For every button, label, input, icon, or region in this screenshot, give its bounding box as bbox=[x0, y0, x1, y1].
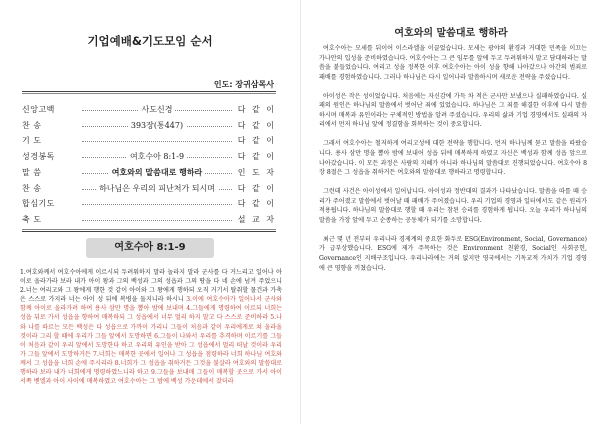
order-item-content bbox=[82, 183, 232, 194]
order-item-performer: 다 같 이 bbox=[237, 136, 276, 146]
order-item-label: 찬 송 bbox=[22, 120, 42, 130]
sermon-paragraph: 그런데 사건은 아이성에서 일어납니다. 아이성과 정반대의 결과가 나타났습니다. 말씀을 따를 때 승리가 주어졌고 말씀에서 벗어날 때 패배가 주어졌습니다. 우리 기업의 경영과 일터에서도 같은 원리가 적용됩니다. 하나님의 말씀대로 행할 때 우리는 참된 승리를 경험하게 됩니다. 오늘 우리가 하나님의 말씀을 가장 앞에 두고 순종하는 공동체가 되기를 소망합니다. bbox=[319, 188, 587, 224]
order-item-content-text: 사도신경 bbox=[139, 105, 176, 114]
order-item-content bbox=[82, 120, 232, 131]
order-item-content-text: 하나님은 우리의 피난처가 되시며 bbox=[96, 184, 218, 193]
order-item bbox=[22, 120, 276, 134]
order-item-performer: 인 도 자 bbox=[237, 167, 276, 177]
top-rule-thin bbox=[22, 93, 276, 94]
order-item-content-text: 여호와의 말씀대로 행하라 bbox=[109, 168, 206, 177]
scripture-heading: 여호수아 8:1-9 bbox=[86, 238, 214, 258]
order-item-label: 합심기도 bbox=[22, 199, 55, 209]
order-item-label: 축 도 bbox=[22, 214, 42, 224]
order-item-content bbox=[82, 151, 232, 162]
order-item-content-text: 여호수아 8:1-9 bbox=[127, 152, 187, 161]
order-title: 기업예배&기도모임 순서 bbox=[87, 34, 213, 48]
scripture-black-text: 1.여호와께서 여호수아에게 이르시되 두려워하지 말라 놀라지 말라 군사를 다 거느리고 일어나 아이로 올라가라 보라 내가 아이 왕과 그의 백성과 그의 성읍과 그의 땅을 다 네 손에 넘겨 주었으니 2.너는 여리고와 그 왕에게 행한 것 같이 아이와 그 왕에게 행하되 오직 거기서 탈취할 물건과 가축은 스스로 가지라 너는 아이 성 뒤에 복병을 둘지니라 하시니 bbox=[20, 269, 282, 304]
order-item-performer: 다 같 이 bbox=[237, 152, 276, 162]
leader-name: 인도: 장귀삼목사 bbox=[213, 80, 274, 89]
order-item-content bbox=[82, 167, 232, 178]
order-item-label: 찬 송 bbox=[22, 183, 42, 193]
bottom-rule-thin bbox=[22, 229, 276, 230]
order-item bbox=[22, 104, 276, 118]
scripture-text bbox=[20, 268, 282, 418]
order-item bbox=[22, 183, 276, 197]
order-item-performer: 다 같 이 bbox=[237, 183, 276, 193]
sermon-body bbox=[319, 44, 587, 420]
order-item-label: 성경봉독 bbox=[22, 152, 55, 162]
top-rule bbox=[22, 91, 276, 92]
order-item bbox=[22, 167, 276, 181]
order-item-label: 기 도 bbox=[22, 136, 42, 146]
order-item-performer: 다 같 이 bbox=[237, 120, 276, 130]
order-item-content-text: 393장(통447) bbox=[128, 121, 186, 130]
order-item-performer: 다 같 이 bbox=[237, 199, 276, 209]
sermon-paragraph: 최근 몇 년 전부터 우리나라 경제계의 중요한 화두로 ESG(Environment, Social, Governance)가 급부상했습니다. ESG에 제가 주목하는 것은 Environment 친환경, Social인 사회공헌, Governance인 지배구조입니다. 우리나라에는 거의 없지만 영국에서는 기독교적 가치가 기업 경영에 큰 영향을 끼쳤습니다. bbox=[319, 235, 587, 272]
dotted-leader bbox=[82, 220, 232, 221]
order-item bbox=[22, 214, 276, 228]
sermon-paragraph: 그래서 여호수아는 철저하게 여리고성에 대한 전략을 행합니다. 먼저 하나님께 묻고 말씀을 따랐습니다. 용사 삼만 명을 뽑아 밤에 보내어 성읍 뒤에 매복하게 하였고 자신은 백성과 함께 성읍 앞으로 나아갔습니다. 이 모든 과정은 사람의 지혜가 아니라 하나님의 말씀대로 진행되었습니다. 여호수아 8장 8절은 그 성읍을 취하거든 여호와의 말씀대로 행하라고 명령합니다. bbox=[319, 140, 587, 177]
sermon-paragraph: 여호수아는 모세를 뒤이어 이스라엘을 이끌었습니다. 모세는 광야의 환경과 거대한 민족을 이끄는 가나안의 입성을 준비하였습니다. 여호수아는 그 큰 임무를 앞에 두고 두려워하지 말고 담대하라는 말씀을 붙들었습니다. 여리고 성을 정복한 이후 여호수아는 아이 성을 향해 나아갔으나 아간의 범죄로 패배를 경험하였습니다. 그러나 하나님은 다시 일어나라 말씀하시며 새로운 전략을 주셨습니다. bbox=[319, 45, 587, 81]
order-item bbox=[22, 135, 276, 149]
bottom-rule bbox=[22, 231, 276, 232]
sermon-paragraph: 아이성은 작은 성이었습니다. 처음에는 자신감에 가득 차 적은 군사만 보냈으나 실패하였습니다. 실패의 원인은 하나님의 말씀에서 벗어난 죄에 있었습니다. 하나님은 그 죄를 해결한 이후에 다시 말씀하시며 매복과 유인이라는 구체적인 방법을 알려 주셨습니다. 우리의 삶과 기업 경영에서도 실패의 자리에서 먼저 하나님 앞에 정결함을 회복하는 것이 중요합니다. bbox=[319, 92, 587, 129]
sermon-page bbox=[300, 0, 600, 424]
order-item bbox=[22, 151, 276, 165]
order-item-performer: 다 같 이 bbox=[237, 105, 276, 114]
sermon-title: 여호와의 말씀대로 행하라 bbox=[394, 28, 508, 39]
order-item-performer: 설 교 자 bbox=[237, 214, 276, 224]
dotted-leader bbox=[82, 141, 232, 142]
dotted-leader bbox=[82, 204, 232, 205]
order-item-content bbox=[82, 104, 232, 115]
order-item-label: 신앙고백 bbox=[22, 105, 55, 114]
order-item bbox=[22, 198, 276, 212]
order-item-label: 말 씀 bbox=[22, 167, 42, 177]
scripture-red-text: 3.이에 여호수아가 일어나서 군사와 함께 아이로 올라가려 하여 용사 삼만 명을 뽑아 밤에 보내며 4.그들에게 명령하여 이르되 너희는 성읍 뒤로 가서 성읍을 향하여 매복하되 그 성읍에서 너무 멀리 하지 말고 다 스스로 준비하라 5.나와 나를 따르는 모든 백성은 다 성읍으로 가까이 가리니 그들이 처음과 같이 우리에게로 쳐 올라올 것이라 그리 할 때에 우리가 그들 앞에서 도망하면 6.그들이 나와서 우리를 추격하며 이르기를 그들이 처음과 같이 우리 앞에서 도망한다 하고 우리의 유인을 받아 그 성읍에서 멀리 떠날 것이라 우리가 그들 앞에서 도망하거든 7.너희는 매복한 곳에서 일어나 그 성읍을 점령하라 너희 하나님 여호와께서 그 성읍을 너희 손에 주시리라 8.너희가 그 성읍을 취하거든 그것을 불살라 여호와의 말씀대로 행하라 보라 내가 너희에게 명령하였느니라 하고 9.그들을 보내매 그들이 매복할 곳으로 가서 아이 서쪽 벧엘과 아이 사이에 매복하였고 여호수아는 그 밤에 백성 가운데에서 잤더라 bbox=[20, 296, 282, 386]
